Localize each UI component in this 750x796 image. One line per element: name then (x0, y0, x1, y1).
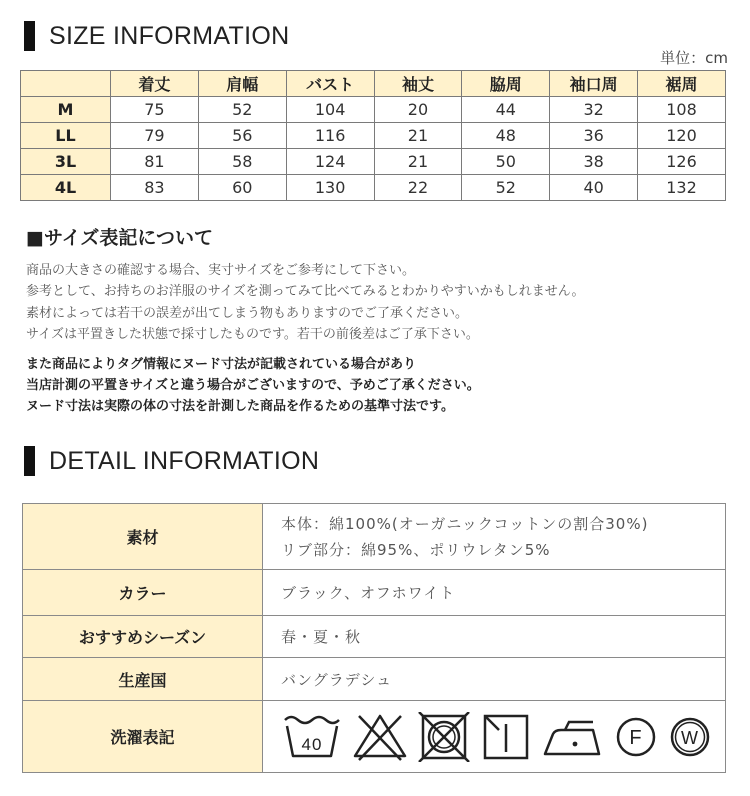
size-section-heading (24, 20, 289, 52)
detail-section-title: DETAIL INFORMATION (49, 446, 320, 475)
material-line: 本体：綿100%(オーガニックコットンの割合30%) (281, 514, 649, 533)
column-header: 肩幅 (198, 71, 286, 97)
table-cell: 50 (462, 149, 550, 175)
unit-label: 単位：cm (660, 49, 728, 67)
table-cell: 36 (550, 123, 638, 149)
note-line: 素材によっては若干の誤差が出てしまう物もありますのでご了承ください。 (26, 305, 469, 321)
table-cell: 132 (638, 175, 726, 201)
column-header: 袖丈 (374, 71, 462, 97)
nude-size-notes (26, 354, 480, 418)
material-line: リブ部分：綿95%、ポリウレタン5% (281, 540, 551, 559)
note-line-bold: 当店計測の平置きサイズと違う場合がございますので、予めご了承ください。 (26, 378, 480, 394)
column-header: バスト (286, 71, 374, 97)
table-cell: 32 (550, 97, 638, 123)
note-line: 参考として、お持ちのお洋服のサイズを測ってみて比べてみるとわかりやすいかもしれません。 (26, 284, 585, 300)
note-line: サイズは平置きした状態で採寸したものです。若干の前後差はご了承下さい。 (26, 326, 479, 342)
note-line-bold: ヌード寸法は実際の体の寸法を計測した商品を作るための基準寸法です。 (26, 399, 454, 415)
table-cell: 79 (111, 123, 199, 149)
no-tumble-dry-icon (417, 712, 471, 762)
detail-row-season (23, 616, 726, 658)
table-cell: 104 (286, 97, 374, 123)
table-cell: 116 (286, 123, 374, 149)
column-header: 裾周 (638, 71, 726, 97)
table-cell: 38 (550, 149, 638, 175)
table-row (21, 97, 726, 123)
wet-clean-w-icon (667, 712, 713, 762)
table-cell: 58 (198, 149, 286, 175)
table-row (21, 123, 726, 149)
size-label: LL (21, 123, 111, 149)
table-cell: 48 (462, 123, 550, 149)
detail-row-origin (23, 658, 726, 701)
table-cell: 40 (550, 175, 638, 201)
size-notes (26, 260, 584, 345)
size-table-header-row (21, 71, 726, 97)
detail-row-color (23, 570, 726, 616)
column-header: 着丈 (111, 71, 199, 97)
size-notes-heading: ■サイズ表記について (26, 227, 214, 249)
detail-label: 素材 (23, 504, 263, 570)
table-cell: 120 (638, 123, 726, 149)
detail-row-care (23, 701, 726, 773)
wash-temp: 40 (301, 734, 323, 754)
table-cell: 75 (111, 97, 199, 123)
table-cell: 22 (374, 175, 462, 201)
dry-clean-letter: F (629, 726, 643, 749)
detail-value (263, 504, 726, 570)
detail-label: 生産国 (23, 658, 263, 701)
table-cell: 52 (462, 175, 550, 201)
table-cell: 83 (111, 175, 199, 201)
table-cell: 130 (286, 175, 374, 201)
column-header: 脇周 (462, 71, 550, 97)
table-cell: 21 (374, 123, 462, 149)
wet-clean-letter: W (681, 727, 699, 748)
section-marker (24, 21, 35, 51)
size-table-corner (21, 71, 111, 97)
table-cell: 81 (111, 149, 199, 175)
table-cell: 124 (286, 149, 374, 175)
column-header: 袖口周 (550, 71, 638, 97)
table-cell: 126 (638, 149, 726, 175)
iron-low-icon (541, 712, 605, 762)
detail-label: カラー (23, 570, 263, 616)
detail-label: おすすめシーズン (23, 616, 263, 658)
detail-value: ブラック、オフホワイト (263, 570, 726, 616)
table-cell: 52 (198, 97, 286, 123)
section-marker (24, 446, 35, 476)
detail-value: 春・夏・秋 (263, 616, 726, 658)
table-row (21, 149, 726, 175)
size-label: M (21, 97, 111, 123)
size-table (20, 70, 726, 201)
line-dry-icon (479, 712, 533, 762)
size-label: 4L (21, 175, 111, 201)
table-cell: 56 (198, 123, 286, 149)
note-line: 商品の大きさの確認する場合、実寸サイズをご参考にして下さい。 (26, 263, 415, 278)
table-cell: 21 (374, 149, 462, 175)
table-cell: 60 (198, 175, 286, 201)
table-cell: 108 (638, 97, 726, 123)
wash-40-icon (281, 712, 343, 762)
detail-section-heading (24, 445, 319, 477)
detail-row-material (23, 504, 726, 570)
note-line-bold: また商品によりタグ情報にヌード寸法が記載されている場合があり (26, 357, 417, 372)
table-row (21, 175, 726, 201)
table-cell: 20 (374, 97, 462, 123)
no-bleach-icon (351, 712, 409, 762)
detail-value: バングラデシュ (263, 658, 726, 701)
dry-clean-f-icon (613, 712, 659, 762)
detail-table (22, 503, 726, 773)
size-label: 3L (21, 149, 111, 175)
care-symbols (263, 701, 726, 773)
table-cell: 44 (462, 97, 550, 123)
detail-label: 洗濯表記 (23, 701, 263, 773)
size-section-title: SIZE INFORMATION (49, 21, 290, 50)
